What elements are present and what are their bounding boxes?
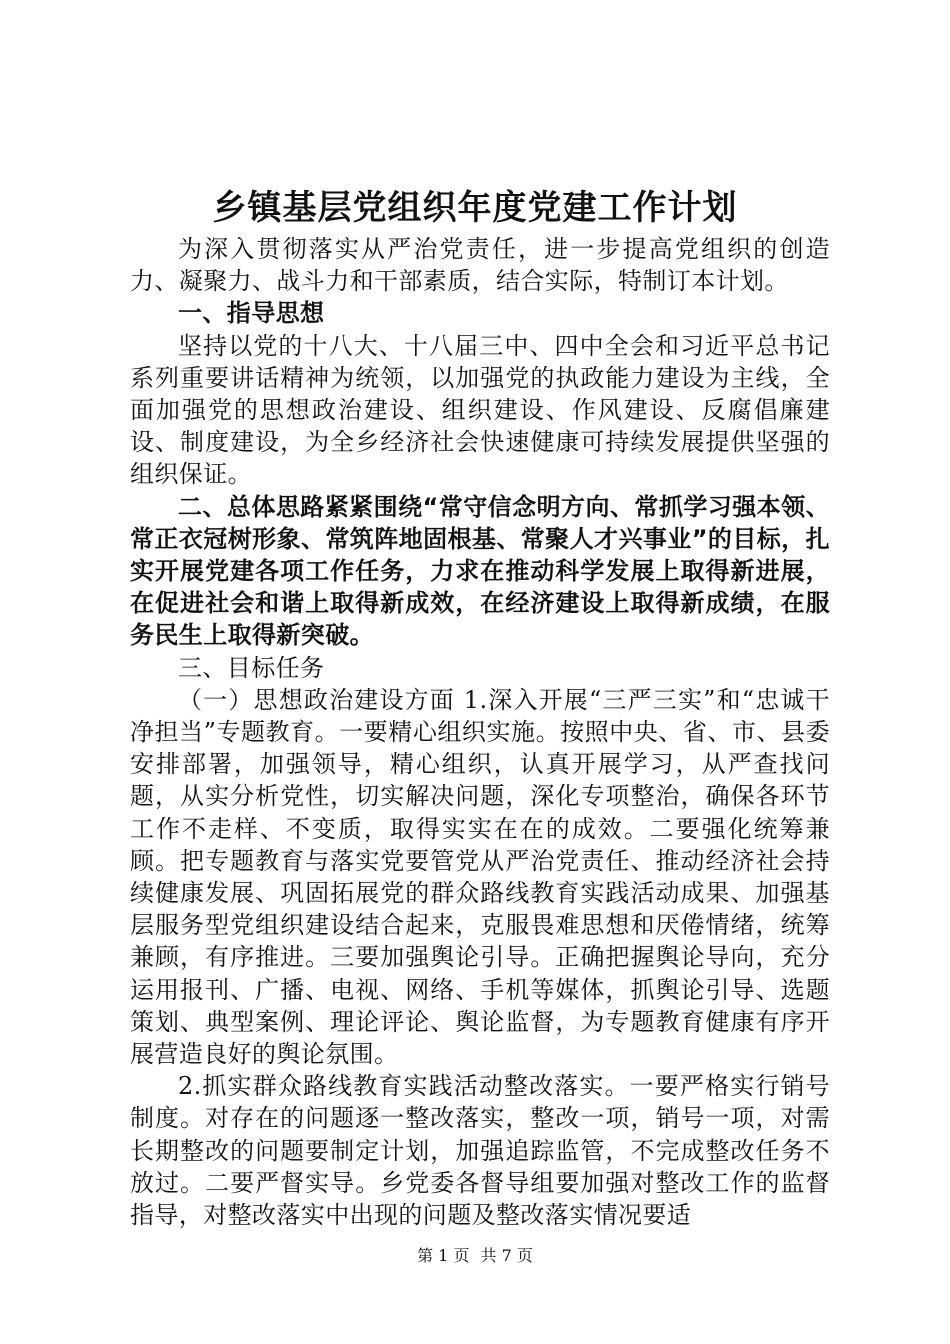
document-title: 乡镇基层党组织年度党建工作计划 [212, 188, 738, 228]
paragraph-overall-approach: 二、总体思路紧紧围绕“常守信念明方向、常抓学习强本领、常正衣冠树形象、常筑阵地固根基、常聚人才兴事业”的目标，扎实开展党建各项工作任务，力求在推动科学发展上取得新进展，在促进社会和谐上取得新成效，在经济建设上取得新成绩，在服务民生上取得新突破。 [130, 492, 830, 650]
heading-objectives: 三、目标任务 [178, 653, 325, 682]
document-body [130, 233, 830, 1231]
paragraph-intro: 为深入贯彻落实从严治党责任，进一步提高党组织的创造力、凝聚力、战斗力和干部素质，结合实际，特制订本计划。 [130, 235, 830, 296]
paragraph-political-building: （一）思想政治建设方面 1.深入开展“三严三实”和“忠诚干净担当”专题教育。一要精心组织实施。按照中央、省、市、县委安排部署，加强领导，精心组织，认真开展学习，从严查找问题，从实分析党性，切实解决问题，深化专项整治，确保各环节工作不走样、不变质，取得实实在在的成效。二要强化统筹兼顾。把专题教育与落实党要管党从严治党责任、推动经济社会持续健康发展、巩固拓展党的群众路线教育实践活动成果、加强基层服务型党组织建设结合起来，克服畏难思想和厌倦情绪，统筹兼顾，有序推进。三要加强舆论引导。正确把握舆论导向，充分运用报刊、广播、电视、网络、手机等媒体，抓舆论引导、选题策划、典型案例、理论评论、舆论监督，为专题教育健康有序开展营造良好的舆论氛围。 [130, 685, 830, 1069]
paragraph-guiding-ideology: 坚持以党的十八大、十八届三中、四中全会和习近平总书记系列重要讲话精神为统领，以加强党的执政能力建设为主线，全面加强党的思想政治建设、组织建设、作风建设、反腐倡廉建设、制度建设，为全乡经济社会快速健康可持续发展提供坚强的组织保证。 [130, 331, 830, 489]
paragraph-rectification: 2.抓实群众路线教育实践活动整改落实。一要严格实行销号制度。对存在的问题逐一整改落实，整改一项，销号一项，对需长期整改的问题要制定计划，加强追踪监管，不完成整改任务不放过。二要严督实导。乡党委各督导组要加强对整改工作的监督指导，对整改落实中出现的问题及整改落实情况要适 [130, 1072, 830, 1230]
page-footer [0, 1244, 950, 1268]
page-number: 第 1 页 [417, 1246, 470, 1265]
page-total: 共 7 页 [480, 1246, 533, 1265]
heading-guiding-ideology: 一、指导思想 [178, 299, 325, 328]
